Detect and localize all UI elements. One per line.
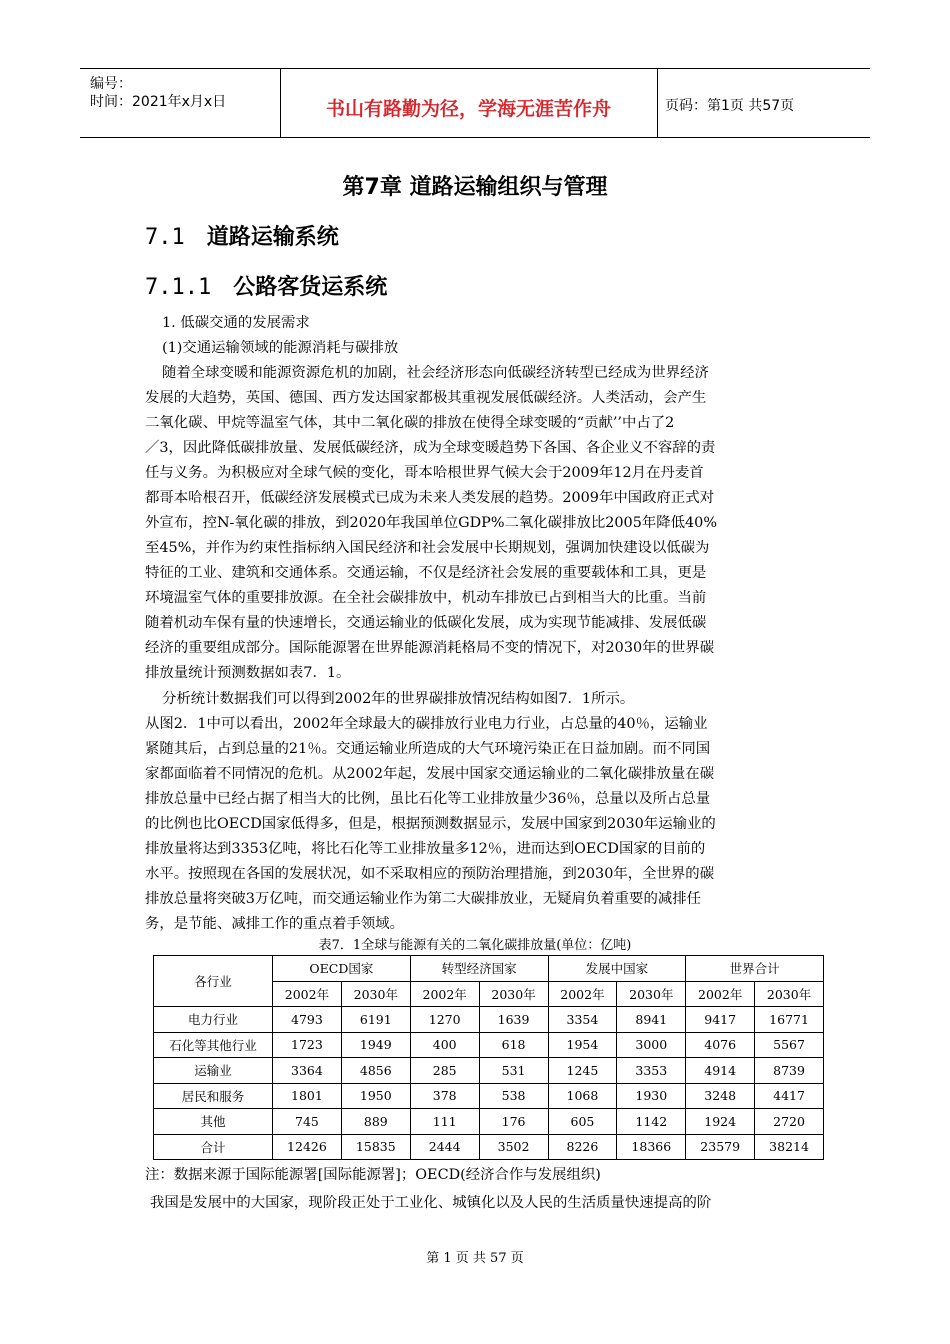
table-note: 注：数据来源于国际能源署[国际能源署]；OECD(经济合作与发展组织): [145, 1167, 601, 1183]
document-date: 时间：2021年x月x日: [90, 94, 227, 110]
table-cell: 4856: [341, 1058, 410, 1084]
body-line: 环境温室气体的重要排放源。在全社会碳排放中，机动车排放已占到相当大的比重。当前: [145, 590, 707, 606]
body-line: 至45%，并作为约束性指标纳入国民经济和社会发展中长期规划，强调加快建设以低碳为: [145, 540, 710, 556]
table-cell: 12426: [273, 1134, 342, 1160]
table-cell: 605: [548, 1109, 617, 1135]
table-cell: 1723: [273, 1032, 342, 1058]
table-cell: 1639: [479, 1007, 548, 1033]
table-cell: 4793: [273, 1007, 342, 1033]
table-cell: 3248: [686, 1083, 755, 1109]
table-cell: 2720: [755, 1109, 824, 1135]
table-cell: 889: [341, 1109, 410, 1135]
body-line: 排放量统计预测数据如表7．1。: [145, 665, 351, 681]
table-cell: 1954: [548, 1032, 617, 1058]
table-cell: 3364: [273, 1058, 342, 1084]
table-row-label: 其他: [154, 1109, 273, 1135]
table-year-header: 2002年: [273, 981, 342, 1007]
page-header: [80, 68, 870, 138]
table-cell: 4914: [686, 1058, 755, 1084]
body-line: 任与义务。为积极应对全球气候的变化，哥本哈根世界气候大会于2009年12月在丹麦首: [145, 465, 704, 481]
table-cell: 6191: [341, 1007, 410, 1033]
table-row-label: 石化等其他行业: [154, 1032, 273, 1058]
table-group-header: OECD国家: [273, 956, 411, 982]
table-year-header: 2002年: [548, 981, 617, 1007]
table-row-label: 运输业: [154, 1058, 273, 1084]
table-row: [154, 1032, 824, 1058]
table-year-header: 2030年: [479, 981, 548, 1007]
table-cell: 1924: [686, 1109, 755, 1135]
table-cell: 1270: [410, 1007, 479, 1033]
serial-number: 编号：: [90, 76, 132, 92]
table-group-header: 转型经济国家: [410, 956, 548, 982]
section-number: 7.1: [145, 225, 185, 250]
table-cell: 538: [479, 1083, 548, 1109]
section-heading: [145, 220, 339, 251]
body-line: 都哥本哈根召开，低碳经济发展模式已成为未来人类发展的趋势。2009年中国政府正式对: [145, 490, 715, 506]
body-line: 紧随其后，占到总量的21％。交通运输业所造成的大气环境污染正在日益加剧。而不同国: [145, 741, 711, 757]
table-row: [154, 1058, 824, 1084]
emissions-table: [153, 955, 824, 1160]
table-cell: 4417: [755, 1083, 824, 1109]
body-line: 家都面临着不同情况的危机。从2002年起，发展中国家交通运输业的二氧化碳排放量在碳: [145, 766, 715, 782]
body-line: 排放量将达到3353亿吨，将比石化等工业排放量多12％，进而达到OECD国家的目前的: [145, 841, 706, 857]
header-motto: 书山有路勤为径，学海无涯苦作舟: [325, 98, 611, 120]
table-cell: 400: [410, 1032, 479, 1058]
table-cell: 111: [410, 1109, 479, 1135]
table-cell: 1950: [341, 1083, 410, 1109]
header-motto-cell: [280, 69, 658, 137]
chapter-title: 第7章 道路运输组织与管理: [342, 175, 608, 200]
table-year-header: 2002年: [686, 981, 755, 1007]
subsection-title: 公路客货运系统: [233, 275, 388, 300]
body-line: 外宣布，控N-氧化碳的排放，到2020年我国单位GDP%二氧化碳排放比2005年降低40%: [145, 515, 718, 531]
table-cell: 285: [410, 1058, 479, 1084]
table-cell: 1930: [617, 1083, 686, 1109]
table-row: [154, 1007, 824, 1033]
subsection-number: 7.1.1: [145, 275, 212, 300]
table-row-label: 居民和服务: [154, 1083, 273, 1109]
table-cell: 38214: [755, 1134, 824, 1160]
header-meta-cell: [80, 69, 281, 137]
body-line: 经济的重要组成部分。国际能源署在世界能源消耗格局不变的情况下，对2030年的世界碳: [145, 640, 715, 656]
table-row-header: 各行业: [154, 956, 273, 1007]
subsection-heading: [145, 270, 387, 301]
table-cell: 531: [479, 1058, 548, 1084]
table-cell: 618: [479, 1032, 548, 1058]
table-cell: 4076: [686, 1032, 755, 1058]
table-header-row: [154, 956, 824, 982]
body-line: 二氧化碳、甲烷等温室气体，其中二氧化碳的排放在使得全球变暖的“贡献’’中占了2: [145, 415, 675, 431]
table-row: [154, 1134, 824, 1160]
header-page-cell: [657, 69, 870, 137]
table-cell: 1068: [548, 1083, 617, 1109]
table-row: [154, 1083, 824, 1109]
table-cell: 1245: [548, 1058, 617, 1084]
table-cell: 15835: [341, 1134, 410, 1160]
table-cell: 2444: [410, 1134, 479, 1160]
table-cell: 9417: [686, 1007, 755, 1033]
table-year-header: 2030年: [341, 981, 410, 1007]
table-cell: 176: [479, 1109, 548, 1135]
body-line: ／3，因此降低碳排放量、发展低碳经济，成为全球变暖趋势下各国、各企业义不容辞的责: [145, 440, 716, 456]
table-row: [154, 1109, 824, 1135]
table-row-label: 电力行业: [154, 1007, 273, 1033]
table-cell: 3354: [548, 1007, 617, 1033]
body-line: 随着全球变暖和能源资源危机的加剧，社会经济形态向低碳经济转型已经成为世界经济: [162, 365, 709, 381]
body-line: 水平。按照现在各国的发展状况，如不采取相应的预防治理措施，到2030年，全世界的碳: [145, 866, 715, 882]
table-year-header: 2030年: [617, 981, 686, 1007]
table-cell: 8739: [755, 1058, 824, 1084]
section-title: 道路运输系统: [206, 225, 339, 250]
body-line: (1)交通运输领域的能源消耗与碳排放: [162, 340, 399, 356]
body-line: 的比例也比OECD国家低得多，但是，根据预测数据显示，发展中国家到2030年运输业的: [145, 816, 716, 832]
table-cell: 5567: [755, 1032, 824, 1058]
body-line: 从图2．1中可以看出，2002年全球最大的碳排放行业电力行业，占总量的40％，运输业: [145, 716, 708, 732]
table-cell: 1142: [617, 1109, 686, 1135]
table-cell: 1949: [341, 1032, 410, 1058]
body-line: 1. 低碳交通的发展需求: [162, 315, 310, 331]
table-cell: 18366: [617, 1134, 686, 1160]
body-line: 排放总量中已经占据了相当大的比例，虽比石化等工业排放量少36％，总量以及所占总量: [145, 791, 711, 807]
page-footer: 第 1 页 共 57 页: [426, 1251, 524, 1266]
table-row-label: 合计: [154, 1134, 273, 1160]
body-line: 特征的工业、建筑和交通体系。交通运输，不仅是经济社会发展的重要载体和工具，更是: [145, 565, 707, 581]
table-year-header: 2002年: [410, 981, 479, 1007]
table-cell: 745: [273, 1109, 342, 1135]
header-page-info: 页码：第1页 共57页: [665, 98, 795, 114]
table-cell: 16771: [755, 1007, 824, 1033]
table-cell: 8226: [548, 1134, 617, 1160]
table-group-header: 发展中国家: [548, 956, 686, 982]
table-cell: 23579: [686, 1134, 755, 1160]
table-cell: 8941: [617, 1007, 686, 1033]
body-line: 发展的大趋势，英国、德国、西方发达国家都极其重视发展低碳经济。人类活动，会产生: [145, 390, 707, 406]
table-year-header: 2030年: [755, 981, 824, 1007]
table-cell: 378: [410, 1083, 479, 1109]
body-line: 分析统计数据我们可以得到2002年的世界碳排放情况结构如图7．1所示。: [162, 691, 635, 707]
body-line: 排放总量将突破3万亿吨，而交通运输业作为第二大碳排放业，无疑肩负着重要的减排任: [145, 891, 702, 907]
body-continuation-line: 我国是发展中的大国家，现阶段正处于工业化、城镇化以及人民的生活质量快速提高的阶: [150, 1195, 712, 1211]
body-line: 随着机动车保有量的快速增长，交通运输业的低碳化发展，成为实现节能减排、发展低碳: [145, 615, 707, 631]
table-cell: 3353: [617, 1058, 686, 1084]
table-cell: 3502: [479, 1134, 548, 1160]
body-line: 务，是节能、减排工作的重点着手领域。: [145, 916, 405, 932]
table-group-header: 世界合计: [686, 956, 824, 982]
table-cell: 3000: [617, 1032, 686, 1058]
table-cell: 1801: [273, 1083, 342, 1109]
table-caption: 表7．1全球与能源有关的二氧化碳排放量(单位：亿吨): [318, 938, 632, 953]
